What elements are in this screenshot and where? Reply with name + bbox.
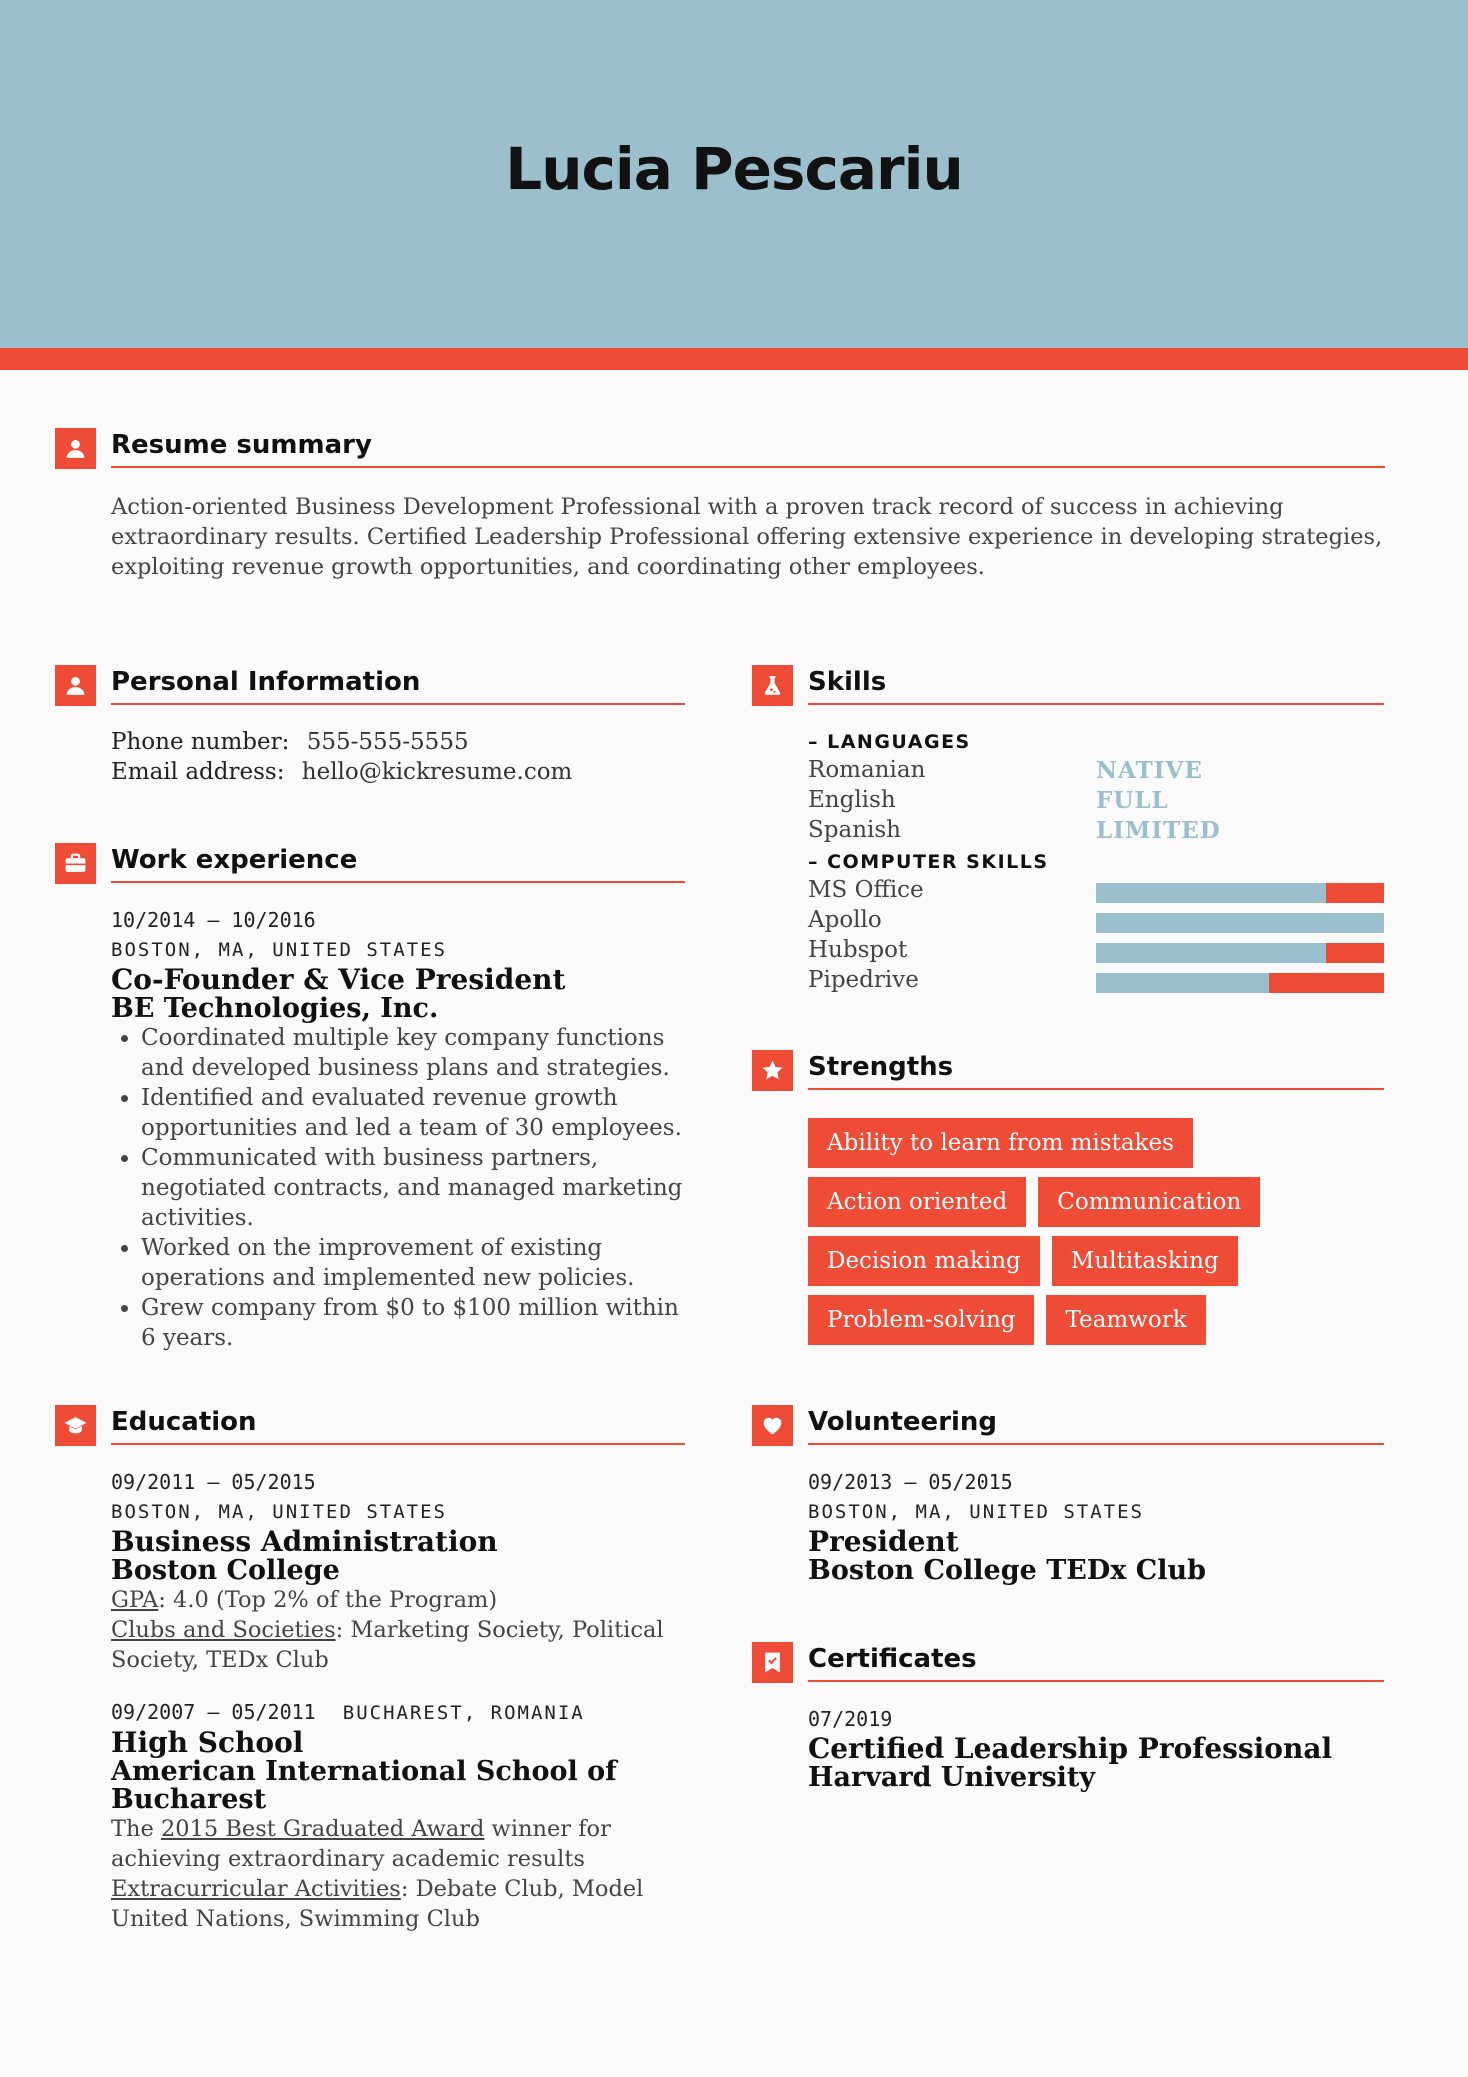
skill-name: MS Office: [808, 877, 924, 903]
skills-section: [752, 665, 1384, 997]
volunteering-title: Volunteering: [808, 1407, 998, 1437]
volunteering-header: [752, 1405, 1384, 1445]
certificate-entry: [808, 1704, 1384, 1792]
skill-level-bar: [1096, 973, 1384, 993]
work-bullet: • Grew company from $0 to $100 million within 6 years.: [141, 1293, 691, 1353]
candidate-name: Lucia Pescariu: [505, 135, 963, 203]
gpa-label: GPA: [111, 1587, 159, 1613]
education-section: [55, 1405, 685, 1934]
edu-extracurricular: [111, 1874, 691, 1934]
languages-heading: – LANGUAGES: [808, 731, 971, 753]
extra-text: : Debate Club, Model United Nations, Swimming Club: [111, 1876, 644, 1932]
edu-location: BOSTON, MA, UNITED STATES: [111, 1501, 447, 1523]
section-rule: [808, 1680, 1384, 1682]
language-level: FULL: [1096, 787, 1169, 814]
volunteer-location: BOSTON, MA, UNITED STATES: [808, 1501, 1144, 1523]
header-accent-stripe: [0, 348, 1468, 370]
language-level: NATIVE: [1096, 757, 1203, 784]
email-label: Email address:: [111, 759, 285, 785]
skill-level-fill: [1096, 883, 1326, 903]
gpa-text: : 4.0 (Top 2% of the Program): [158, 1587, 498, 1613]
work-section: [55, 843, 685, 1353]
work-location: BOSTON, MA, UNITED STATES: [111, 939, 447, 961]
strength-tag: Ability to learn from mistakes: [808, 1118, 1193, 1168]
language-row: [808, 817, 1384, 847]
certificate-issuer: Harvard University: [808, 1762, 1096, 1793]
education-entry: [111, 1467, 691, 1675]
section-rule: [111, 703, 685, 705]
edu-school: American International School of Bucharest: [111, 1756, 617, 1815]
education-entry: [111, 1697, 691, 1934]
work-header: [55, 843, 685, 883]
edu-gpa: [111, 1585, 691, 1615]
edu-date: 09/2011 – 05/2015: [111, 1470, 316, 1494]
award-post: winner for achieving extraordinary academic results: [111, 1816, 611, 1872]
strength-tag: Problem-solving: [808, 1295, 1034, 1345]
header-banner: [0, 0, 1468, 348]
language-level: LIMITED: [1096, 817, 1221, 844]
clubs-label: Clubs and Societies: [111, 1617, 336, 1643]
computer-skill-row: [808, 937, 1384, 967]
personal-section: [55, 665, 685, 787]
work-company: BE Technologies, Inc.: [111, 993, 439, 1024]
skill-level-bar: [1096, 913, 1384, 933]
strengths-header: [752, 1050, 1384, 1090]
strength-tag: Communication: [1038, 1177, 1260, 1227]
summary-header: [55, 428, 1385, 468]
section-rule: [111, 466, 1385, 468]
edu-school: Boston College: [111, 1555, 340, 1586]
strengths-list: [808, 1118, 1384, 1354]
volunteering-entry: [808, 1467, 1384, 1585]
certificate-date: 07/2019: [808, 1707, 893, 1731]
section-rule: [808, 1088, 1384, 1090]
skills-body: [808, 727, 1384, 997]
work-bullet: • Identified and evaluated revenue growth opportunities and led a team of 30 employees.: [141, 1083, 691, 1143]
edu-degree: High School: [111, 1726, 304, 1759]
person-icon: [55, 428, 96, 469]
skill-level-fill: [1096, 913, 1384, 933]
certificate-name: Certified Leadership Professional: [808, 1732, 1333, 1765]
extra-label: Extracurricular Activities: [111, 1876, 401, 1902]
edu-location: BUCHAREST, ROMANIA: [342, 1702, 585, 1724]
skill-name: Apollo: [808, 907, 882, 933]
skill-name: Hubspot: [808, 937, 908, 963]
language-row: [808, 757, 1384, 787]
certificates-section: [752, 1642, 1384, 1792]
contact-list: [111, 727, 685, 787]
strength-tag: Action oriented: [808, 1177, 1026, 1227]
phone-value: 555-555-5555: [306, 729, 469, 755]
edu-date: 09/2007 – 05/2011: [111, 1700, 316, 1724]
star-icon: [752, 1050, 793, 1091]
skill-level-bar: [1096, 943, 1384, 963]
computer-skill-row: [808, 967, 1384, 997]
work-role: Co-Founder & Vice President: [111, 963, 566, 996]
skill-level-fill: [1096, 973, 1269, 993]
phone-row: [111, 727, 685, 757]
briefcase-icon: [55, 843, 96, 884]
edu-award: [111, 1814, 691, 1874]
section-rule: [111, 881, 685, 883]
summary-section: [55, 428, 1385, 582]
section-rule: [808, 703, 1384, 705]
strength-tag: Teamwork: [1046, 1295, 1205, 1345]
strengths-section: [752, 1050, 1384, 1354]
section-rule: [808, 1443, 1384, 1445]
heart-icon: [752, 1405, 793, 1446]
language-row: [808, 787, 1384, 817]
computer-skill-row: [808, 907, 1384, 937]
skill-name: Pipedrive: [808, 967, 919, 993]
summary-text: Action-oriented Business Development Professional with a proven track record of success in achieving extraordinary results. Certified Leadership Professional offering extensive experience in developing strategies, exploiting revenue growth opportunities, and coordinating other employees.: [111, 494, 1383, 580]
section-rule: [111, 1443, 685, 1445]
flask-icon: [752, 665, 793, 706]
certificates-header: [752, 1642, 1384, 1682]
work-bullet: • Coordinated multiple key company functions and developed business plans and strategies.: [141, 1023, 691, 1083]
summary-title: Resume summary: [111, 430, 372, 460]
work-bullets: [111, 1023, 691, 1353]
education-title: Education: [111, 1407, 257, 1437]
skill-level-fill: [1096, 943, 1326, 963]
skills-header: [752, 665, 1384, 705]
work-bullet: • Communicated with business partners, negotiated contracts, and managed marketing activities.: [141, 1143, 691, 1233]
work-title: Work experience: [111, 845, 358, 875]
edu-date-location: [111, 1697, 691, 1728]
certificates-title: Certificates: [808, 1644, 977, 1674]
strengths-title: Strengths: [808, 1052, 954, 1082]
skills-title: Skills: [808, 667, 887, 697]
phone-label: Phone number:: [111, 729, 290, 755]
work-bullet: • Worked on the improvement of existing operations and implemented new policies.: [141, 1233, 691, 1293]
edu-degree: Business Administration: [111, 1525, 498, 1558]
strength-tag: Multitasking: [1052, 1236, 1238, 1286]
volunteering-section: [752, 1405, 1384, 1585]
graduation-cap-icon: [55, 1405, 96, 1446]
computer-skills-heading: – COMPUTER SKILLS: [808, 851, 1049, 873]
skill-level-bar: [1096, 883, 1384, 903]
personal-header: [55, 665, 685, 705]
computer-skill-row: [808, 877, 1384, 907]
language-name: Romanian: [808, 757, 926, 783]
edu-clubs: [111, 1615, 691, 1675]
language-name: English: [808, 787, 896, 813]
award-label: 2015 Best Graduated Award: [160, 1816, 485, 1842]
personal-title: Personal Information: [111, 667, 421, 697]
email-value: hello@kickresume.com: [301, 759, 573, 785]
volunteer-role: President: [808, 1525, 959, 1558]
certificate-icon: [752, 1642, 793, 1683]
education-header: [55, 1405, 685, 1445]
award-pre: The: [111, 1816, 161, 1842]
person-icon: [55, 665, 96, 706]
work-entry: [111, 905, 691, 1353]
language-name: Spanish: [808, 817, 901, 843]
volunteer-org: Boston College TEDx Club: [808, 1555, 1207, 1586]
email-row: [111, 757, 685, 787]
volunteer-date: 09/2013 – 05/2015: [808, 1470, 1013, 1494]
clubs-text: : Marketing Society, Political Society, TEDx Club: [111, 1617, 664, 1673]
strength-tag: Decision making: [808, 1236, 1040, 1286]
work-date: 10/2014 – 10/2016: [111, 908, 316, 932]
